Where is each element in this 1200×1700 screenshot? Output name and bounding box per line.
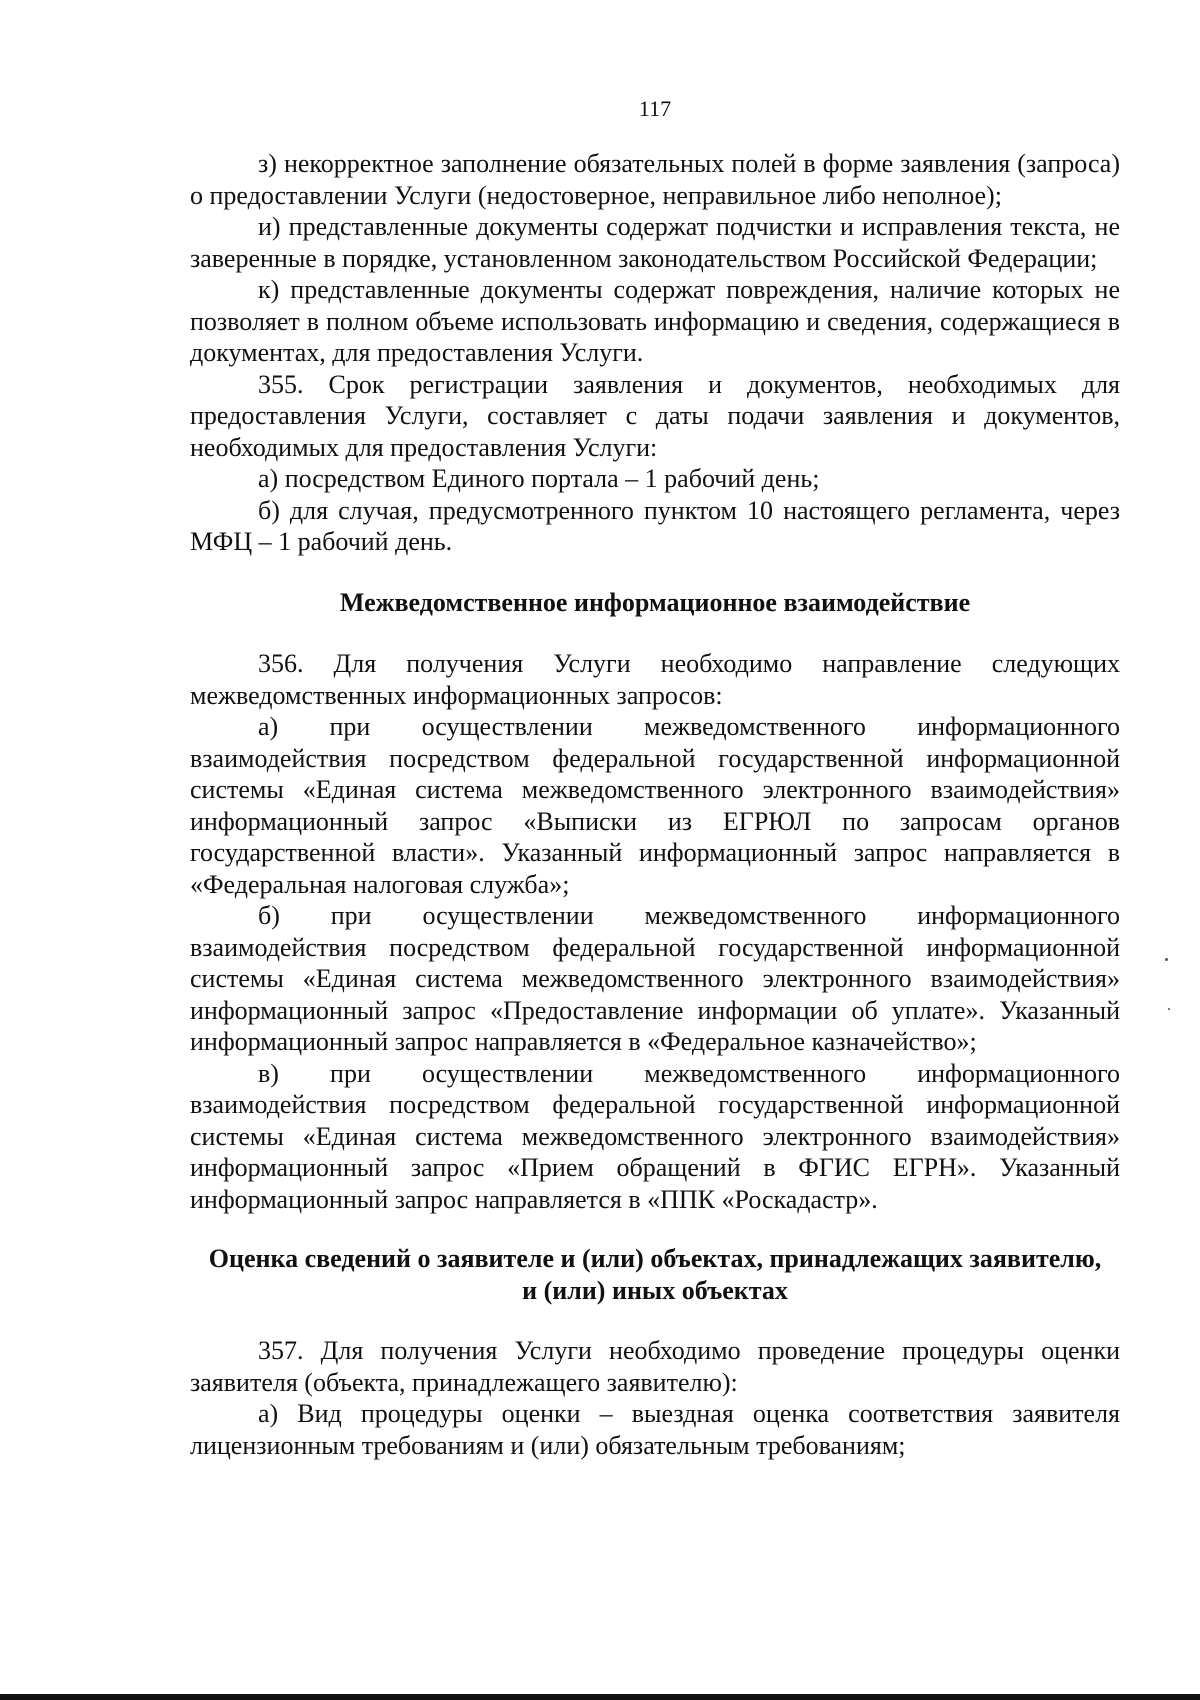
document-body (190, 148, 1120, 1461)
paragraph-355-a: а) посредством Единого портала – 1 рабочий день; (258, 464, 820, 493)
scan-bottom-edge (0, 1694, 1200, 1700)
paragraph-356: 356. Для получения Услуги необходимо направление следующих межведомственных информационных запросов: (190, 649, 1120, 710)
paragraph-356-a: а) при осуществлении межведомственного информационного взаимодействия посредством федеральной государственной информационной системы «Единая система межведомственного электронного взаимодействия» информационный запрос «Выписки из ЕГРЮЛ по запросам органов государственной власти». Указанный информационный запрос направляется в «Федеральная налоговая служба»; (190, 712, 1120, 899)
paragraph-357: 357. Для получения Услуги необходимо проведение процедуры оценки заявителя (объекта, принадлежащего заявителю): (190, 1336, 1120, 1397)
heading-line-1: Оценка сведений о заявителе и (или) объектах, принадлежащих заявителю, (208, 1244, 1102, 1273)
scan-speck (1165, 958, 1168, 961)
paragraph-355: 355. Срок регистрации заявления и документов, необходимых для предоставления Услуги, составляет с даты подачи заявления и документов, необходимых для предоставления Услуги: (190, 369, 1120, 462)
paragraph-k: к) представленные документы содержат повреждения, наличие которых не позволяет в полном объеме использовать информацию и сведения, содержащиеся в документах, для предоставления Услуги. (190, 275, 1120, 367)
paragraph-z: з) некорректное заполнение обязательных полей в форме заявления (запроса) о предоставлении Услуги (недостоверное, неправильное либо неполное); (190, 149, 1120, 210)
paragraph-356-b: б) при осуществлении межведомственного информационного взаимодействия посредством федеральной государственной информационной системы «Единая система межведомственного электронного взаимодействия» информационный запрос «Предоставление информации об уплате». Указанный информационный запрос направляется в «Федеральное казначейство»; (190, 901, 1120, 1056)
scan-speck (1168, 1008, 1170, 1010)
paragraph-356-v: в) при осуществлении межведомственного информационного взаимодействия посредством федеральной государственной информационной системы «Единая система межведомственного электронного взаимодействия» информационный запрос «Прием обращений в ФГИС ЕГРН». Указанный информационный запрос направляется в «ППК «Роскадастр». (190, 1058, 1120, 1214)
paragraph-355-b: б) для случая, предусмотренного пунктом 10 настоящего регламента, через МФЦ – 1 рабочий день. (190, 495, 1120, 556)
paragraph-i: и) представленные документы содержат подчистки и исправления текста, не заверенные в порядке, установленном законодательством Российской Федерации; (190, 212, 1120, 273)
paragraph-357-a: а) Вид процедуры оценки – выездная оценка соответствия заявителя лицензионным требованиям и (или) обязательным требованиям; (190, 1399, 1120, 1460)
heading-line-2: и (или) иных объектах (522, 1275, 788, 1305)
section-heading-interagency: Межведомственное информационное взаимодействие (339, 587, 971, 617)
section-heading-assessment (190, 1243, 1120, 1306)
page-number: 117 (638, 96, 672, 121)
